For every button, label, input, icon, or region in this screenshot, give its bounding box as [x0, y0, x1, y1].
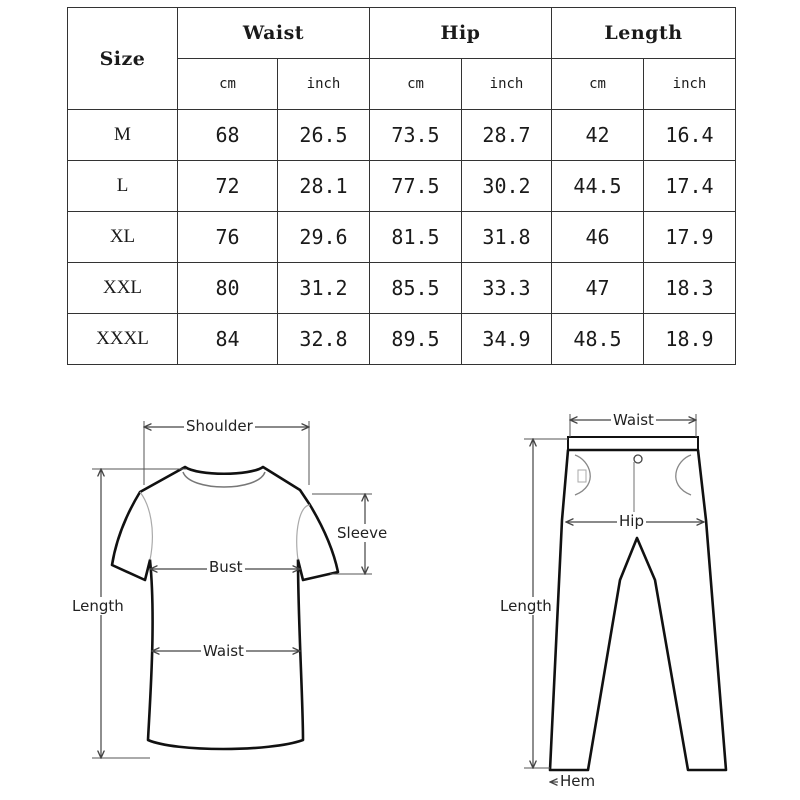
value-cell: 31.2	[278, 263, 370, 314]
value-cell: 47	[552, 263, 644, 314]
length-header: Length	[552, 8, 736, 59]
value-cell: 16.4	[644, 110, 736, 161]
value-cell: 28.1	[278, 161, 370, 212]
value-cell: 29.6	[278, 212, 370, 263]
pants-illustration	[400, 400, 800, 800]
value-cell: 18.3	[644, 263, 736, 314]
value-cell: 17.4	[644, 161, 736, 212]
pants-hem-label: Hem	[560, 772, 596, 790]
table-row	[68, 263, 736, 314]
waist-header: Waist	[178, 8, 370, 59]
value-cell: 26.5	[278, 110, 370, 161]
value-cell: 44.5	[552, 161, 644, 212]
value-cell: 33.3	[462, 263, 552, 314]
value-cell: 89.5	[370, 314, 462, 365]
unit-cell: cm	[178, 59, 278, 110]
value-cell: 72	[178, 161, 278, 212]
unit-cell: cm	[370, 59, 462, 110]
value-cell: 48.5	[552, 314, 644, 365]
unit-cell: inch	[278, 59, 370, 110]
value-cell: 28.7	[462, 110, 552, 161]
value-cell: 81.5	[370, 212, 462, 263]
tshirt-outline	[112, 467, 338, 749]
size-cell: L	[68, 161, 178, 212]
value-cell: 85.5	[370, 263, 462, 314]
table-header-row	[68, 8, 736, 59]
value-cell: 42	[552, 110, 644, 161]
unit-cell: inch	[644, 59, 736, 110]
value-cell: 18.9	[644, 314, 736, 365]
table-row	[68, 212, 736, 263]
value-cell: 31.8	[462, 212, 552, 263]
value-cell: 34.9	[462, 314, 552, 365]
value-cell: 30.2	[462, 161, 552, 212]
size-chart-table	[67, 7, 736, 365]
unit-cell: inch	[462, 59, 552, 110]
pants-outline	[550, 450, 726, 770]
size-cell: XXXL	[68, 314, 178, 365]
table-row	[68, 161, 736, 212]
waist-label: Waist	[203, 642, 244, 660]
value-cell: 77.5	[370, 161, 462, 212]
value-cell: 17.9	[644, 212, 736, 263]
tshirt-illustration	[0, 400, 400, 800]
size-cell: XL	[68, 212, 178, 263]
waistband	[568, 437, 698, 450]
value-cell: 76	[178, 212, 278, 263]
unit-cell: cm	[552, 59, 644, 110]
pants-length-label: Length	[500, 597, 552, 615]
size-header: Size	[68, 8, 178, 110]
value-cell: 80	[178, 263, 278, 314]
size-cell: XXL	[68, 263, 178, 314]
pants-waist-label: Waist	[613, 411, 654, 429]
table-row	[68, 110, 736, 161]
value-cell: 46	[552, 212, 644, 263]
size-cell: M	[68, 110, 178, 161]
table-row	[68, 314, 736, 365]
value-cell: 84	[178, 314, 278, 365]
pants-hip-label: Hip	[619, 512, 644, 530]
sleeve-label: Sleeve	[337, 524, 388, 542]
pants-measurement-diagram	[400, 400, 800, 800]
value-cell: 32.8	[278, 314, 370, 365]
shoulder-label: Shoulder	[186, 417, 253, 435]
value-cell: 68	[178, 110, 278, 161]
tshirt-measurement-diagram	[0, 400, 400, 800]
bust-label: Bust	[209, 558, 243, 576]
value-cell: 73.5	[370, 110, 462, 161]
hip-header: Hip	[370, 8, 552, 59]
length-label: Length	[72, 597, 124, 615]
